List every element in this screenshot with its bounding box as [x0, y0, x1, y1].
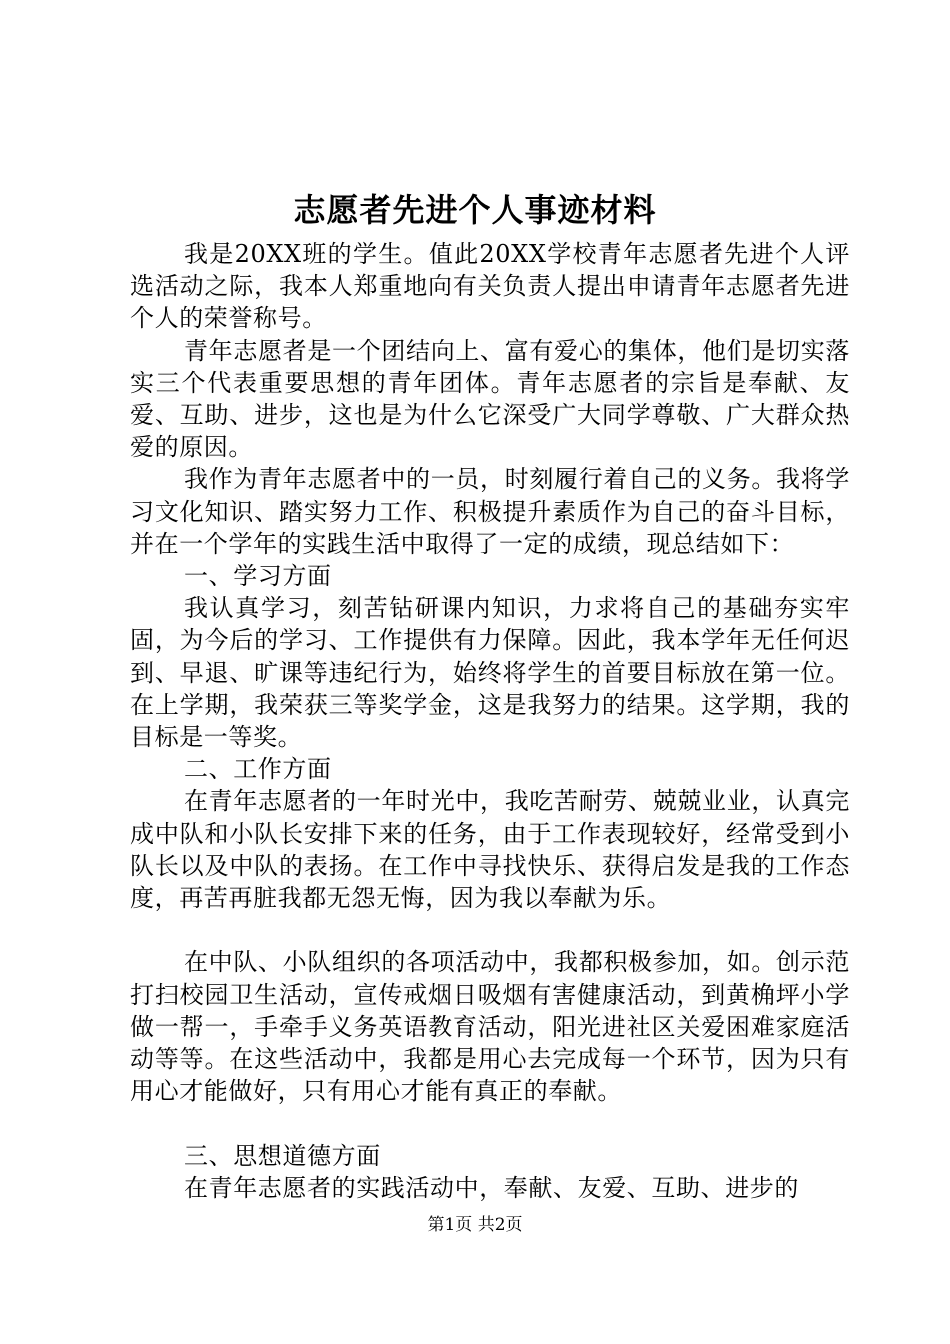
paragraph-summary-lead: 我作为青年志愿者中的一员，时刻履行着自己的义务。我将学习文化知识、踏实努力工作、积极提升素质作为自己的奋斗目标，并在一个学年的实践生活中取得了一定的成绩，现总结如下：: [130, 465, 850, 558]
paragraph-work-1: 在青年志愿者的一年时光中，我吃苦耐劳、兢兢业业，认真完成中队和小队长安排下来的任务，由于工作表现较好，经常受到小队长以及中队的表扬。在工作中寻找快乐、获得启发是我的工作态度，再苦再脏我都无怨无悔，因为我以奉献为乐。: [130, 787, 850, 913]
document-title: 志愿者先进个人事迹材料: [293, 191, 657, 229]
paragraph-intro: 我是20XX班的学生。值此20XX学校青年志愿者先进个人评选活动之际，我本人郑重地向有关负责人提出申请青年志愿者先进个人的荣誉称号。: [130, 240, 850, 333]
blank-line: [130, 1107, 850, 1139]
paragraph-morality: 在青年志愿者的实践活动中，奉献、友爱、互助、进步的: [184, 1173, 799, 1202]
section-heading-work: 二、工作方面: [184, 755, 332, 784]
paragraph-work-2: 在中队、小队组织的各项活动中，我都积极参加，如。创示范打扫校园卫生活动，宣传戒烟日吸烟有害健康活动，到黄桷坪小学做一帮一，手牵手义务英语教育活动，阳光进社区关爱困难家庭活动等等。在这些活动中，我都是用心去完成每一个环节，因为只有用心才能做好，只有用心才能有真正的奉献。: [130, 948, 850, 1106]
paragraph-about-volunteers: 青年志愿者是一个团结向上、富有爱心的集体，他们是切实落实三个代表重要思想的青年团体。青年志愿者的宗旨是奉献、友爱、互助、进步，这也是为什么它深受广大同学尊敬、广大群众热爱的原因。: [130, 336, 850, 462]
paragraph-study: 我认真学习，刻苦钻研课内知识，力求将自己的基础夯实牢固，为今后的学习、工作提供有力保障。因此，我本学年无任何迟到、早退、旷课等违纪行为，始终将学生的首要目标放在第一位。在上学期，我荣获三等奖学金，这是我努力的结果。这学期，我的目标是一等奖。: [130, 594, 850, 752]
page-footer: 第1页 共2页: [427, 1215, 523, 1235]
section-heading-morality: 三、思想道德方面: [184, 1141, 381, 1170]
blank-line: [130, 914, 850, 946]
section-heading-study: 一、学习方面: [184, 562, 332, 591]
document-body: [130, 238, 850, 1204]
